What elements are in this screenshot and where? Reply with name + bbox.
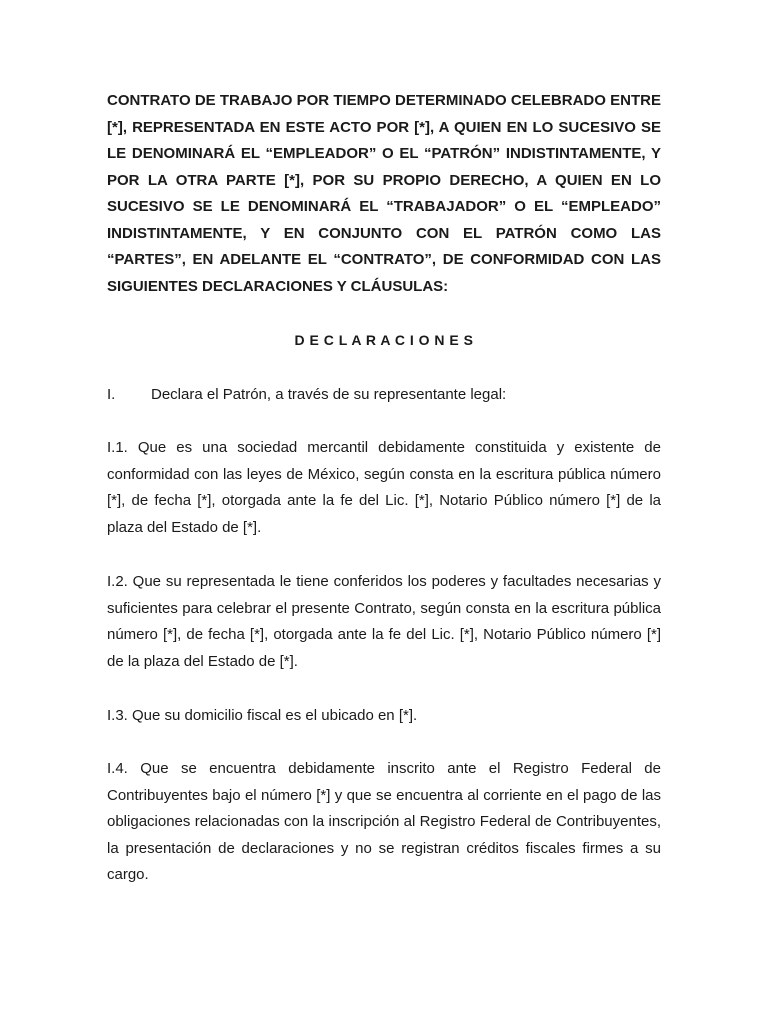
paragraph-1-3: I.3. Que su domicilio fiscal es el ubicado en [*]. <box>107 707 418 724</box>
contract-title: CONTRATO DE TRABAJO POR TIEMPO DETERMINADO CELEBRADO ENTRE [*], REPRESENTADA EN ESTE ACTO POR [*], A QUIEN EN LO SUCESIVO SE LE DENOMINARÁ EL “EMPLEADOR” O EL “PATRÓN” INDISTINTAMENTE, Y POR LA OTRA PARTE [*], POR SU PROPIO DERECHO, A QUIEN EN LO SUCESIVO SE LE DENOMINARÁ EL “TRABAJADOR” O EL “EMPLEADO” INDISTINTAMENTE, Y EN CONJUNTO CON EL PATRÓN COMO LAS “PARTES”, EN ADELANTE EL “CONTRATO”, DE CONFORMIDAD CON LAS SIGUIENTES DECLARACIONES Y CLÁUSULAS: <box>107 92 661 295</box>
item-text: Declara el Patrón, a través de su representante legal: <box>151 386 507 403</box>
paragraph-1-1: I.1. Que es una sociedad mercantil debidamente constituida y existente de conformidad con las leyes de México, según consta en la escritura pública número [*], de fecha [*], otorgada ante la fe del Lic. [*], Notario Público número [*] de la plaza del Estado de [*]. <box>107 439 661 536</box>
paragraph-1-4: I.4. Que se encuentra debidamente inscrito ante el Registro Federal de Contribuyentes bajo el número [*] y que se encuentra al corriente en el pago de las obligaciones relacionadas con la inscripción al Registro Federal de Contribuyentes, la presentación de declaraciones y no se registran créditos fiscales firmes a su cargo. <box>107 760 661 883</box>
section-heading: D E C L A R A C I O N E S <box>294 332 474 348</box>
item-number: I. <box>107 386 116 403</box>
paragraph-1-2: I.2. Que su representada le tiene conferidos los poderes y facultades necesarias y suficientes para celebrar el presente Contrato, según consta en la escritura pública número [*], de fecha [*], otorgada ante la fe del Lic. [*], Notario Público número [*] de la plaza del Estado de [*]. <box>107 573 661 670</box>
declaration-item <box>107 382 661 409</box>
